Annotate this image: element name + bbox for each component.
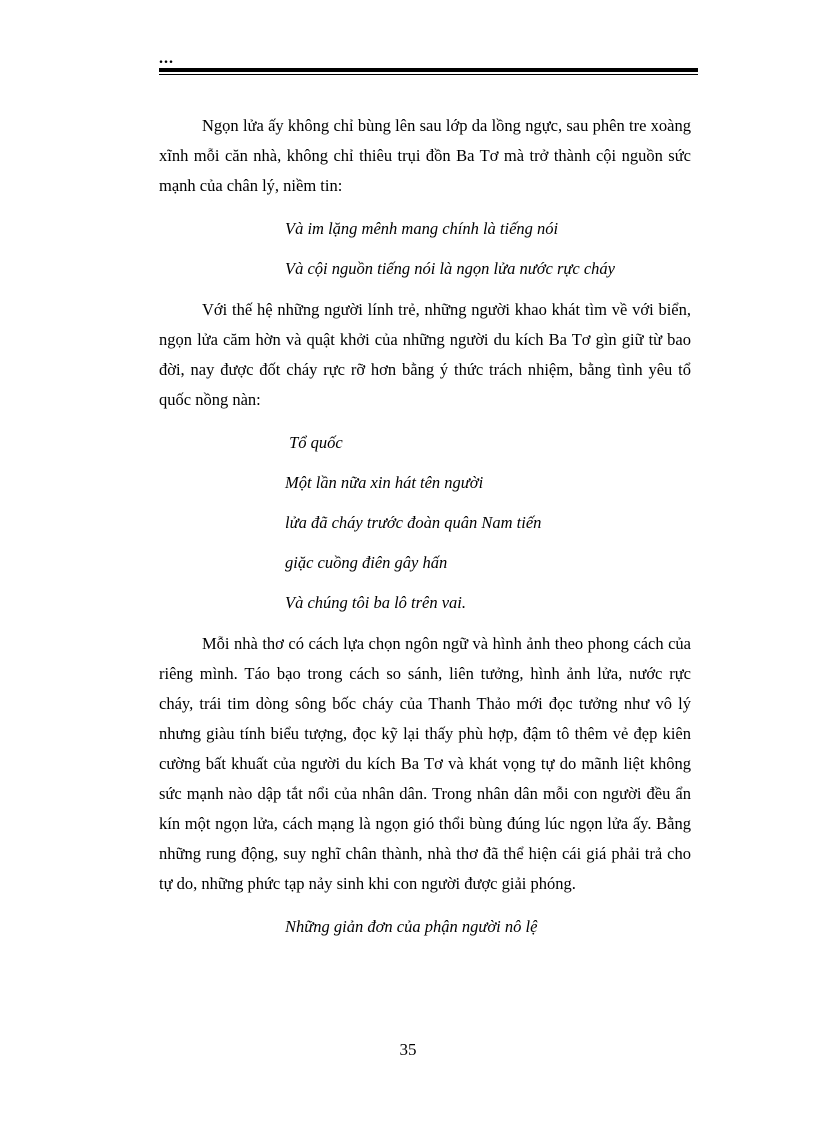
page-body bbox=[159, 111, 691, 953]
paragraph-3: Mỗi nhà thơ có cách lựa chọn ngôn ngữ và hình ảnh theo phong cách của riêng mình. Táo bạo trong cách so sánh, liên tưởng, hình ảnh lửa, nước rực cháy, trái tim dòng sông bốc cháy của Thanh Thảo mới đọc tưởng như vô lý nhưng giàu tính biểu tượng, đọc kỹ lại thấy phù hợp, đậm tô thêm vẻ đẹp kiên cường bất khuất của người du kích Ba Tơ và khát vọng tự do mãnh liệt không sức mạnh nào dập tắt nổi của nhân dân. Trong nhân dân mỗi con người đều ẩn kín một ngọn lửa, cách mạng là ngọn gió thổi bùng đúng lúc ngọn lửa ấy. Bằng những rung động, suy nghĩ chân thành, nhà thơ đã thể hiện cái giá phải trả cho tự do, những phức tạp nảy sinh khi con người được giải phóng. bbox=[159, 634, 691, 893]
paragraph-2: Với thế hệ những người lính trẻ, những người khao khát tìm về với biển, ngọn lửa căm hờn và quật khởi của những người du kích Ba Tơ gìn giữ từ bao đời, nay được đốt cháy rực rỡ hơn bằng ý thức trách nhiệm, bằng tình yêu tổ quốc nồng nàn: bbox=[159, 300, 691, 409]
verse-line: Và cội nguồn tiếng nói là ngọn lửa nước rực cháy bbox=[285, 259, 615, 278]
page-number: 35 bbox=[399, 1040, 417, 1059]
verse-block-3 bbox=[159, 907, 691, 947]
verse-line: giặc cuồng điên gây hấn bbox=[285, 553, 448, 572]
verse-line: Một lần nữa xin hát tên người bbox=[285, 473, 484, 492]
verse-line: lửa đã cháy trước đoàn quân Nam tiến bbox=[285, 513, 542, 532]
header-ellipsis: ... bbox=[159, 50, 174, 67]
verse-block-1 bbox=[159, 209, 691, 289]
verse-line: Và chúng tôi ba lô trên vai. bbox=[285, 593, 467, 612]
paragraph-1: Ngọn lửa ấy không chỉ bùng lên sau lớp da lồng ngực, sau phên tre xoàng xĩnh mỗi căn nhà, không chỉ thiêu trụi đồn Ba Tơ mà trở thành cội nguồn sức mạnh của chân lý, niềm tin: bbox=[159, 116, 691, 195]
header-rule-thin bbox=[159, 74, 698, 75]
verse-block-2 bbox=[159, 423, 691, 623]
header-rule-thick bbox=[159, 68, 698, 72]
verse-line: Tổ quốc bbox=[285, 433, 343, 452]
verse-line: Những giản đơn của phận người nô lệ bbox=[285, 917, 538, 936]
verse-line: Và im lặng mênh mang chính là tiếng nói bbox=[285, 219, 559, 238]
